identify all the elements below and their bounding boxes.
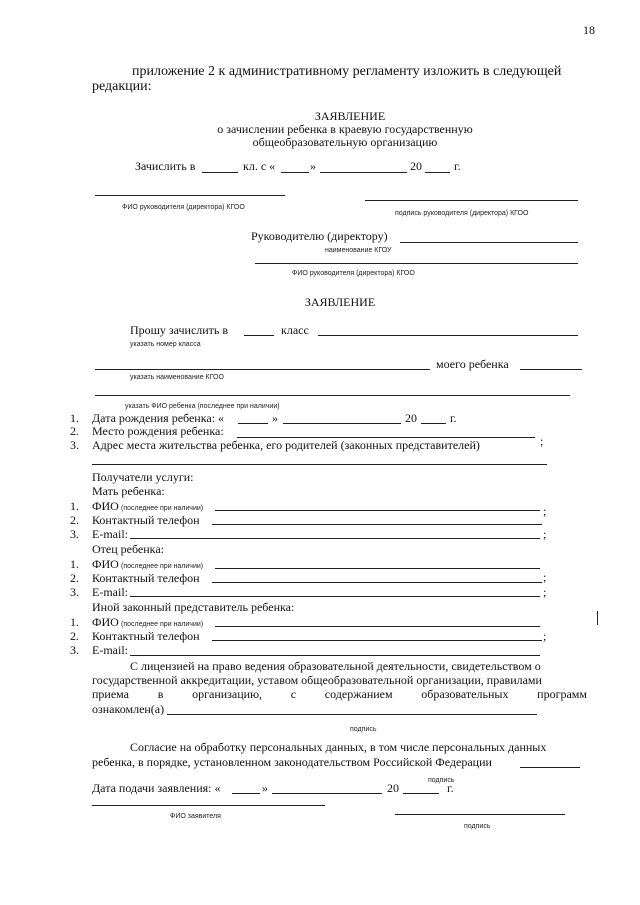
enroll-month-blank[interactable] [320, 172, 407, 173]
mother-fio-line[interactable] [215, 510, 540, 511]
document-title: ЗАЯВЛЕНИЕ [314, 109, 386, 123]
other-email-line[interactable] [130, 655, 540, 656]
enroll-label: Зачислить в [135, 159, 196, 173]
submit-year-blank[interactable] [403, 793, 439, 794]
consent-line-1: Согласие на обработку персональных данных, в том числе персональных данных [130, 740, 547, 754]
other-phone-line[interactable] [212, 640, 542, 641]
submit-date-label: Дата подачи заявления: « [92, 781, 221, 795]
other-item-3-num: 3. [70, 643, 79, 657]
caption-kgoo-name: указать наименование КГОО [130, 374, 224, 381]
request-kgoo-line[interactable] [95, 369, 430, 370]
intro-line-2: редакции: [92, 79, 152, 94]
license-word: организацию, [192, 687, 263, 701]
request-line-1[interactable] [318, 335, 578, 336]
other-phone-label: Контактный телефон [92, 629, 200, 643]
to-director-label: Руководителю (директору) [251, 229, 388, 243]
consent-sign-line[interactable] [520, 767, 580, 768]
other-item-2-num: 2. [70, 629, 79, 643]
mother-email-label: E-mail: [92, 527, 128, 541]
child-item-1-label: Дата рождения ребенка: « [92, 411, 225, 425]
address-line[interactable] [92, 464, 547, 465]
father-phone-line[interactable] [212, 582, 542, 583]
applicant-fio-line[interactable] [92, 805, 325, 806]
license-word: содержанием [324, 687, 393, 701]
my-child-blank[interactable] [520, 369, 582, 370]
my-child-label: моего ребенка [436, 357, 509, 371]
caption-applicant-fio: ФИО заявителя [170, 813, 221, 820]
other-item-1-num: 1. [70, 615, 79, 629]
recipients-label: Получатели услуги: [92, 470, 194, 484]
father-fio-line[interactable] [215, 568, 540, 569]
mother-fio-label: ФИО [92, 499, 119, 513]
caption-kgou-name: наименование КГОУ [325, 247, 392, 254]
father-email-line[interactable] [130, 596, 540, 597]
semicolon-4: ; [543, 570, 547, 584]
other-fio-note: (последнее при наличии) [121, 621, 204, 628]
birth-quote-close: » [272, 411, 278, 425]
mother-email-line[interactable] [130, 538, 540, 539]
enroll-day-blank[interactable] [281, 172, 309, 173]
request-label: Прошу зачислить в [130, 323, 229, 337]
semicolon-6: ; [543, 629, 547, 643]
birth-day-blank[interactable] [238, 423, 268, 424]
other-email-label: E-mail: [92, 643, 128, 657]
submit-year-prefix: 20 [387, 781, 399, 795]
semicolon-2: ; [543, 504, 547, 518]
license-word: с [290, 687, 297, 701]
child-item-3-num: 3. [70, 438, 79, 452]
other-fio-line[interactable] [215, 626, 540, 627]
other-rep-label: Иной законный представитель ребенка: [92, 600, 295, 614]
caption-director-sign: подпись руководителя (директора) КГОО [395, 210, 529, 217]
birth-year-suffix: г. [450, 411, 457, 425]
semicolon-1: ; [540, 434, 544, 448]
father-phone-label: Контактный телефон [92, 571, 200, 585]
child-fio-line[interactable] [95, 395, 570, 396]
submit-month-blank[interactable] [272, 793, 382, 794]
license-sign-line[interactable] [167, 714, 537, 715]
enroll-quote-close: » [310, 159, 316, 173]
caption-signature-3: подпись [464, 823, 491, 830]
child-item-2-num: 2. [70, 424, 79, 438]
subtitle-line-2: общеобразовательную организацию [252, 135, 438, 149]
other-fio-label: ФИО [92, 615, 119, 629]
mother-fio-note: (последнее при наличии) [121, 505, 204, 512]
subtitle-line-1: о зачислении ребенка в краевую государственную [217, 122, 473, 136]
submit-year-suffix: г. [447, 781, 454, 795]
caption-signature: подпись [350, 726, 377, 733]
applicant-sign-line[interactable] [395, 814, 565, 815]
father-item-3-num: 3. [70, 585, 79, 599]
caption-signature-2: подпись [428, 777, 455, 784]
license-line-2: государственной аккредитации, уставом общеобразовательной организации, правилами [92, 673, 542, 687]
director-sign-line[interactable] [365, 200, 578, 201]
enroll-year-blank[interactable] [425, 172, 450, 173]
semicolon-3: ; [543, 527, 547, 541]
mother-phone-label: Контактный телефон [92, 513, 200, 527]
page-number: 18 [583, 23, 595, 37]
child-item-1-num: 1. [70, 411, 79, 425]
scan-mark [597, 611, 598, 625]
father-item-1-num: 1. [70, 557, 79, 571]
request-class-label: класс [281, 323, 309, 337]
license-word: программ [537, 687, 587, 701]
license-word: в [157, 687, 164, 701]
mother-item-3-num: 3. [70, 527, 79, 541]
semicolon-5: ; [543, 585, 547, 599]
mother-item-1-num: 1. [70, 499, 79, 513]
father-fio-note: (последнее при наличии) [121, 563, 204, 570]
mother-label: Мать ребенка: [92, 484, 165, 498]
intro-line-1: приложение 2 к административному регламенту изложить в следующей [132, 64, 562, 79]
license-line-4: ознакомлен(а) [92, 702, 165, 716]
father-item-2-num: 2. [70, 571, 79, 585]
mother-phone-line[interactable] [212, 524, 542, 525]
director-fio-line-2[interactable] [255, 263, 578, 264]
child-item-2-label: Место рождения ребенка: [92, 424, 224, 438]
enroll-year-prefix: 20 [410, 159, 422, 173]
birth-month-blank[interactable] [283, 423, 401, 424]
caption-director-fio-2: ФИО руководителя (директора) КГОО [292, 270, 415, 277]
caption-class-number: указать номер класса [130, 341, 201, 348]
request-class-blank[interactable] [244, 335, 274, 336]
caption-child-fio: указать ФИО ребенка (последнее при наличии) [125, 403, 280, 410]
document-title-2: ЗАЯВЛЕНИЕ [304, 295, 376, 309]
submit-day-blank[interactable] [232, 793, 260, 794]
license-word: образовательных [421, 687, 509, 701]
father-fio-label: ФИО [92, 557, 119, 571]
license-line-1: С лицензией на право ведения образовательной деятельности, свидетельством о [130, 659, 541, 673]
child-item-3-label: Адрес места жительства ребенка, его родителей (законных представителей) [92, 438, 480, 452]
consent-line-2: ребенка, в порядке, установленном законодательством Российской Федерации [92, 755, 492, 769]
submit-quote-close: » [262, 781, 268, 795]
to-director-line[interactable] [400, 242, 578, 243]
license-line-3 [92, 688, 587, 700]
enroll-class-label: кл. с « [243, 159, 276, 173]
father-email-label: E-mail: [92, 585, 128, 599]
birth-year-prefix: 20 [405, 411, 417, 425]
mother-item-2-num: 2. [70, 513, 79, 527]
father-label: Отец ребенка: [92, 542, 164, 556]
license-word: приема [92, 687, 130, 701]
birth-year-blank[interactable] [421, 423, 446, 424]
enroll-class-blank[interactable] [202, 172, 238, 173]
caption-director-fio: ФИО руководителя (директора) КГОО [122, 204, 245, 211]
director-fio-line[interactable] [95, 195, 285, 196]
enroll-year-suffix: г. [454, 159, 461, 173]
